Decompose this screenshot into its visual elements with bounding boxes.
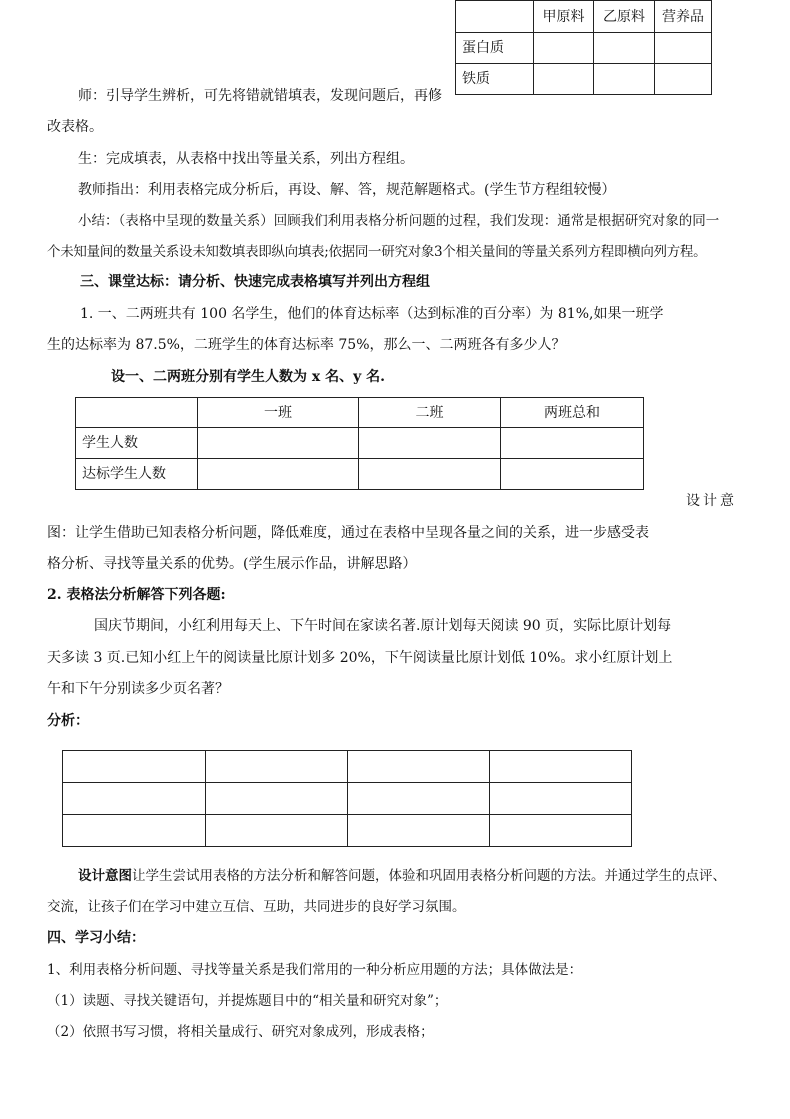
table-cell <box>206 783 348 815</box>
table-header-cell: 二班 <box>359 398 501 428</box>
table-header-cell: 两班总和 <box>501 398 644 428</box>
row-label: 学生人数 <box>76 428 198 459</box>
problem-text-end: 午和下午分别读多少页名著？ <box>47 681 229 697</box>
design-intent-text: 图：让学生借助已知表格分析问题，降低难度，通过在表格中呈现各量之间的关系，进一步感受表 <box>47 525 649 541</box>
summary-item-1: 1、利用表格分析问题、寻找等量关系是我们常用的一种分析应用题的方法；具体做法是： <box>47 962 583 978</box>
row-label: 蛋白质 <box>456 33 534 64</box>
table-cell <box>206 751 348 783</box>
table-cell <box>63 815 206 847</box>
table-cell <box>456 1 534 33</box>
table-header-cell: 甲原料 <box>534 1 594 33</box>
design-intent-2 <box>78 866 726 886</box>
setup-statement: 设一、二两班分别有学生人数为 x 名、y 名. <box>111 369 385 385</box>
table-row <box>63 815 632 847</box>
design-intent-label: 设计意 <box>686 493 737 509</box>
problem-text: 国庆节期间，小红利用每天上、下午时间在家读名著.原计划每天阅读 90 页，实际比原计划每 <box>94 618 672 634</box>
table-header-row <box>76 398 644 428</box>
summary-item-3: （2）依照书写习惯，将相关量成行、研究对象成列，形成表格； <box>47 1024 434 1040</box>
table-cell <box>359 428 501 459</box>
table-cell <box>534 64 594 95</box>
problem-text-cont: 天多读 3 页.已知小红上午的阅读量比原计划多 20%，下午阅读量比原计划低 10%。求小红原计划上 <box>47 650 673 666</box>
table-row <box>76 459 644 490</box>
table-cell <box>534 33 594 64</box>
summary-item-2: （1）读题、寻找关键语句，并提炼题目中的“相关量和研究对象”； <box>47 993 448 1009</box>
table-header-cell: 一班 <box>198 398 359 428</box>
table-row <box>63 783 632 815</box>
table-cell <box>198 459 359 490</box>
design-intent-2-text-cont: 交流，让孩子们在学习中建立互信、互助，共同进步的良好学习氛围。 <box>47 899 466 915</box>
student-text: 生：完成填表，从表格中找出等量关系，列出方程组。 <box>78 151 414 167</box>
teacher-guide-text-cont: 改表格。 <box>47 119 103 135</box>
table-cell <box>348 783 490 815</box>
analysis-table <box>62 750 632 847</box>
table-header-cell: 营养品 <box>655 1 712 33</box>
table-cell <box>594 64 655 95</box>
section-heading-4: 四、学习小结： <box>47 930 145 946</box>
table-row <box>76 428 644 459</box>
table-row <box>456 64 712 95</box>
table-cell <box>490 783 632 815</box>
table-cell <box>63 751 206 783</box>
row-label: 达标学生人数 <box>76 459 198 490</box>
table-cell <box>359 459 501 490</box>
section-heading-3: 三、课堂达标：请分析、快速完成表格填写并列出方程组 <box>80 274 430 290</box>
table-cell <box>594 33 655 64</box>
table-cell <box>655 33 712 64</box>
design-intent-2-text: 让学生尝试用表格的方法分析和解答问题，体验和巩固用表格分析问题的方法。并通过学生的点评、 <box>132 868 726 884</box>
design-intent-text-cont: 格分析、寻找等量关系的优势。(学生展示作品，讲解思路） <box>47 556 417 572</box>
class-table <box>75 397 644 490</box>
nutrition-table <box>455 0 712 95</box>
table-cell <box>348 751 490 783</box>
table-cell <box>348 815 490 847</box>
table-cell <box>206 815 348 847</box>
teacher-point-text: 教师指出：利用表格完成分析后，再设、解、答，规范解题格式。(学生节方程组较慢） <box>78 182 616 198</box>
table-cell <box>490 751 632 783</box>
question-1-text-cont: 生的达标率为 87.5%，二班学生的体育达标率 75%，那么一、二两班各有多少人？ <box>47 337 566 353</box>
table-cell <box>76 398 198 428</box>
table-cell <box>655 64 712 95</box>
table-header-cell: 乙原料 <box>594 1 655 33</box>
table-cell <box>63 783 206 815</box>
table-header-row <box>456 1 712 33</box>
table-row <box>456 33 712 64</box>
table-cell <box>198 428 359 459</box>
analysis-label: 分析： <box>47 713 89 729</box>
table-cell <box>501 428 644 459</box>
row-label: 铁质 <box>456 64 534 95</box>
design-intent-2-label: 设计意图 <box>78 868 132 884</box>
teacher-guide-text: 师：引导学生辨析，可先将错就错填表，发现问题后，再修 <box>78 88 442 104</box>
summary-text-cont: 个未知量间的数量关系设未知数填表即纵向填表;依据同一研究对象3个相关量间的等量关系列方程即横向列方程。 <box>47 244 707 260</box>
table-cell <box>501 459 644 490</box>
table-row <box>63 751 632 783</box>
summary-text: 小结：（表格中呈现的数量关系）回顾我们利用表格分析问题的过程，我们发现：通常是根据研究对象的同一 <box>78 213 720 229</box>
section-heading-2: 2. 表格法分析解答下列各题: <box>47 587 226 603</box>
table-cell <box>490 815 632 847</box>
question-1-text: 1. 一、二两班共有 100 名学生，他们的体育达标率（达到标准的百分率）为 81%,如果一班学 <box>80 306 664 322</box>
